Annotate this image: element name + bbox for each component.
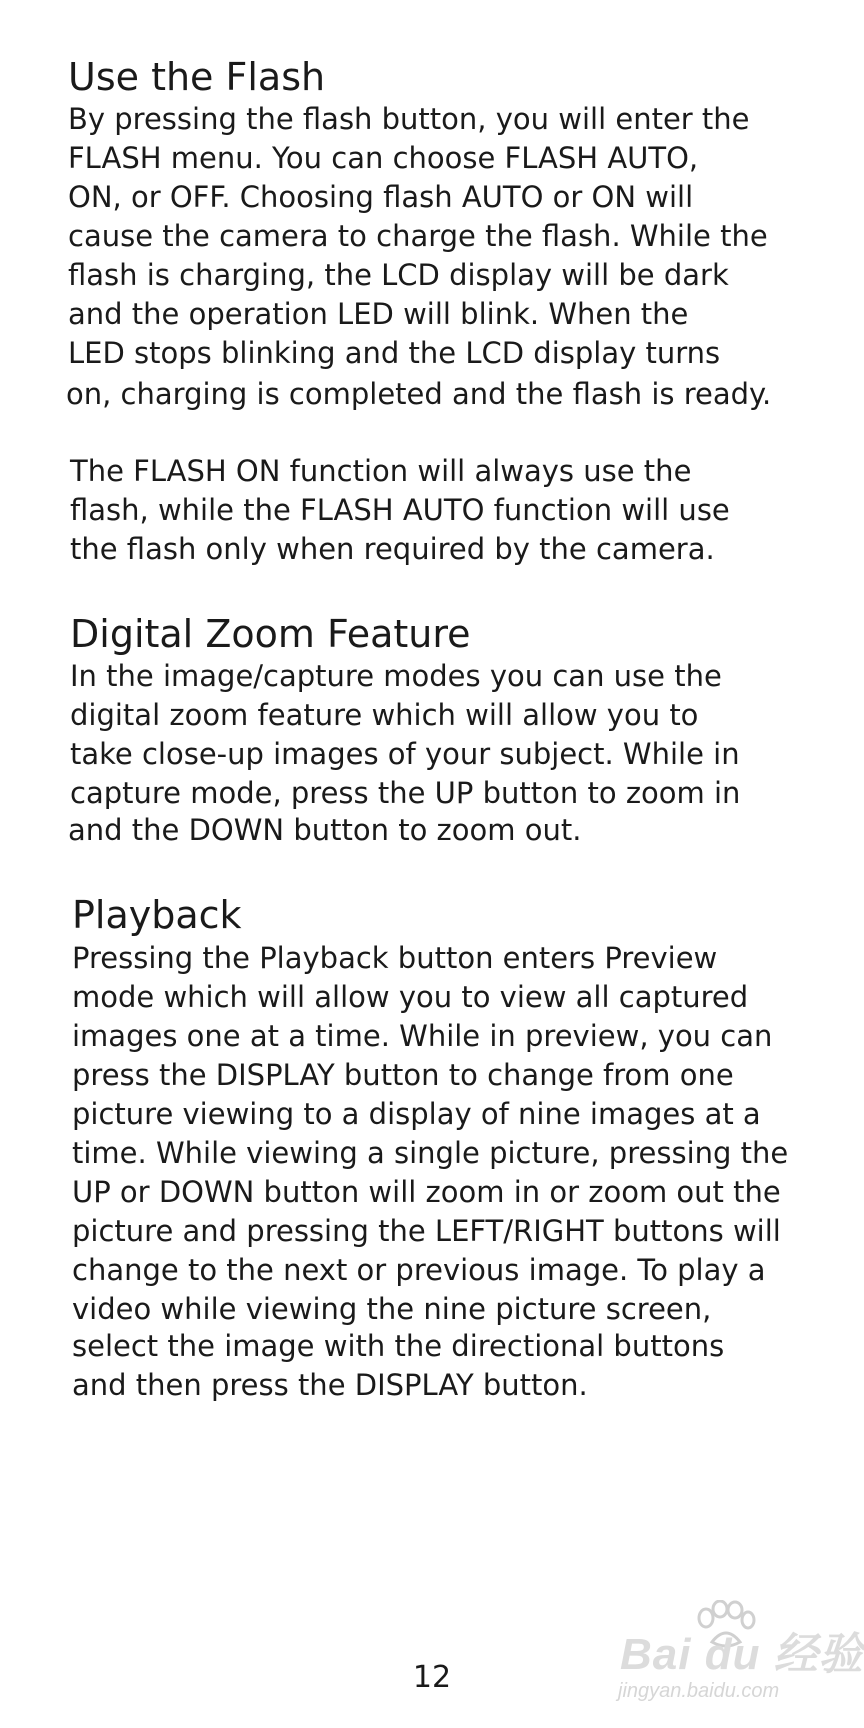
zoom-text-line: and the DOWN button to zoom out. xyxy=(68,813,582,847)
flash-text-line: By pressing the flash button, you will enter the xyxy=(68,102,750,136)
playback-text-line: video while viewing the nine picture screen, xyxy=(72,1292,712,1326)
playback-text-line: picture viewing to a display of nine images at a xyxy=(72,1097,761,1131)
flash-text-line: and the operation LED will blink. When the xyxy=(68,297,689,331)
zoom-text-line: capture mode, press the UP button to zoom in xyxy=(70,776,741,810)
flash-text-line: LED stops blinking and the LCD display turns xyxy=(68,336,721,370)
zoom-text-line: take close-up images of your subject. While in xyxy=(70,737,740,771)
playback-text-line: UP or DOWN button will zoom in or zoom out the xyxy=(72,1175,781,1209)
playback-text-line: images one at a time. While in preview, you can xyxy=(72,1019,773,1053)
playback-text-line: picture and pressing the LEFT/RIGHT buttons will xyxy=(72,1214,781,1248)
playback-text-line: and then press the DISPLAY button. xyxy=(72,1368,588,1402)
zoom-text-line: digital zoom feature which will allow you to xyxy=(70,698,699,732)
watermark-logo-text: Bai du 经验 xyxy=(620,1630,864,1679)
heading-digital-zoom: Digital Zoom Feature xyxy=(70,612,471,656)
page-number: 12 xyxy=(412,1660,452,1695)
playback-text-line: change to the next or previous image. To play a xyxy=(72,1253,766,1287)
heading-playback: Playback xyxy=(72,893,242,937)
flash-text-line: flash is charging, the LCD display will be dark xyxy=(68,258,729,292)
flash-mode-text-line: The FLASH ON function will always use the xyxy=(70,454,692,488)
playback-text-line: press the DISPLAY button to change from one xyxy=(72,1058,734,1092)
flash-text-line: on, charging is completed and the flash is ready. xyxy=(66,377,772,411)
flash-mode-text-line: the flash only when required by the camera. xyxy=(70,532,715,566)
playback-text-line: Pressing the Playback button enters Preview xyxy=(72,941,718,975)
flash-text-line: ON, or OFF. Choosing flash AUTO or ON will xyxy=(68,180,694,214)
heading-use-the-flash: Use the Flash xyxy=(68,55,326,99)
watermark-url: jingyan.baidu.com xyxy=(618,1680,780,1702)
playback-text-line: mode which will allow you to view all captured xyxy=(72,980,749,1014)
baidu-watermark xyxy=(610,1600,864,1720)
playback-text-line: time. While viewing a single picture, pressing the xyxy=(72,1136,789,1170)
flash-mode-text-line: flash, while the FLASH AUTO function will use xyxy=(70,493,730,527)
flash-text-line: cause the camera to charge the flash. While the xyxy=(68,219,768,253)
zoom-text-line: In the image/capture modes you can use the xyxy=(70,659,722,693)
playback-text-line: select the image with the directional buttons xyxy=(72,1329,725,1363)
flash-text-line: FLASH menu. You can choose FLASH AUTO, xyxy=(68,141,699,175)
